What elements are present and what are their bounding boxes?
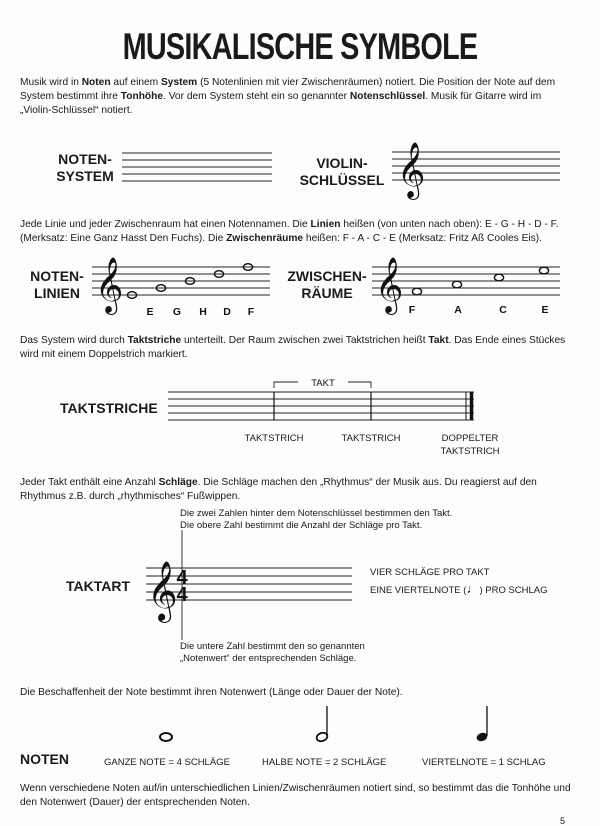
lines-paragraph: Jede Linie und jeder Zwischenraum hat einen Notennamen. Die Linien heißen (von unten nach oben): E - G - H - D - F. (Merksatz: Eine Ganz Hasst Den Fuchs). Die Zwischenräume heißen: F - A - C - E (Merksatz: Fritz Aß Cooles Eis). (20, 219, 559, 244)
time-signature-staff (144, 530, 354, 640)
notenwert-paragraph: Die Beschaffenheit der Note bestimmt ihren Notenwert (Länge oder Dauer der Note). (20, 687, 403, 698)
whole-note-icon (160, 733, 172, 741)
zwischenraeume-label: ZWISCHEN- RÄUME (287, 268, 367, 301)
line-note-name: F (247, 306, 255, 318)
space-note-name: A (454, 304, 462, 316)
taktart-right-text: VIER SCHLÄGE PRO TAKT EINE VIERTELNOTE (♩) PRO SCHLAG (370, 567, 548, 596)
taktart-label: TAKTART (66, 578, 131, 594)
spaces-staff (372, 255, 560, 321)
space-note-name: C (499, 304, 507, 316)
taktart-top-note: Die zwei Zahlen hinter dem Notenschlüssel bestimmen den Takt. Die obere Zahl bestimmt die Anzahl der Schläge pro Takt. (180, 508, 453, 531)
taktart-bottom-note: Die untere Zahl bestimmt den so genannten „Notenwert“ der entsprechenden Schläge. (180, 641, 365, 664)
note-values-symbols (140, 700, 500, 750)
lines-staff (92, 255, 270, 321)
treble-clef-icon: 𝄞 (397, 144, 426, 197)
takt-paragraph: Das System wird durch Taktstriche unterteilt. Der Raum zwischen zwei Taktstrichen heißt Takt. Das Ende eines Stückes wird mit einem Doppelstrich markiert. (20, 335, 566, 360)
treble-clef-icon: 𝄞 (147, 562, 178, 620)
page-title: MUSIKALISCHE SYMBOLE (122, 26, 478, 67)
whole-note-value: GANZE NOTE = 4 SCHLÄGE (104, 757, 230, 768)
taktstrich-label-2: TAKTSTRICH (341, 433, 401, 444)
time-sig-numerator: 4 (176, 567, 188, 589)
space-note-name: E (541, 304, 549, 316)
quarter-note-value: VIERTELNOTE = 1 SCHLAG (422, 757, 546, 768)
treble-clef-icon: 𝄞 (375, 259, 404, 312)
takt-label: TAKT (311, 378, 335, 389)
taktstrich-label-1: TAKTSTRICH (244, 433, 304, 444)
treble-clef-icon: 𝄞 (95, 259, 124, 312)
line-note-name: G (172, 306, 182, 318)
noten-label: NOTEN (20, 751, 69, 767)
line-note-name: D (223, 306, 231, 318)
final-paragraph: Wenn verschiedene Noten auf/in unterschiedlichen Linien/Zwischenräumen notiert sind, so bestimmt das die Tonhöhe und den Notenwert (Dauer) der entsprechenden Noten. (20, 783, 571, 808)
note-c (494, 274, 503, 281)
line-note-name: H (199, 306, 207, 318)
doppelter-taktstrich-label: DOPPELTER TAKTSTRICH (440, 433, 500, 457)
page-number: 5 (560, 816, 566, 826)
note-e (539, 267, 548, 274)
space-note-name: F (408, 304, 416, 316)
barline-staff (168, 370, 478, 430)
note-a (452, 281, 461, 288)
line-note-name: E (146, 306, 154, 318)
taktstriche-label: TAKTSTRICHE (60, 400, 158, 416)
time-sig-denominator: 4 (176, 584, 188, 606)
half-note-value: HALBE NOTE = 2 SCHLÄGE (262, 757, 387, 768)
violin-schluessel-label: VIOLIN- SCHLÜSSEL (299, 155, 385, 188)
note-f (412, 288, 421, 295)
schlaege-paragraph: Jeder Takt enthält eine Anzahl Schläge. Die Schläge machen den „Rhythmus“ der Musik aus. Du reagierst auf den Rhythmus z.B. durch „rhythmisches“ Fußwippen. (20, 477, 537, 502)
noten-system-label: NOTEN- SYSTEM (56, 151, 114, 184)
quarter-note-icon: ♩ (466, 581, 480, 596)
treble-clef-staff (392, 140, 560, 200)
intro-paragraph: Musik wird in Noten auf einem System (5 Notenlinien mit vier Zwischenräumen) notiert. Die Position der Note auf dem System bestimmt ihre Tonhöhe. Vor dem System steht ein so genannter Notenschlüssel. Musik für Gitarre wird im „Violin-Schlüssel“ notiert. (20, 77, 556, 116)
noten-linien-label: NOTEN- LINIEN (30, 268, 84, 301)
empty-staff (122, 150, 272, 186)
